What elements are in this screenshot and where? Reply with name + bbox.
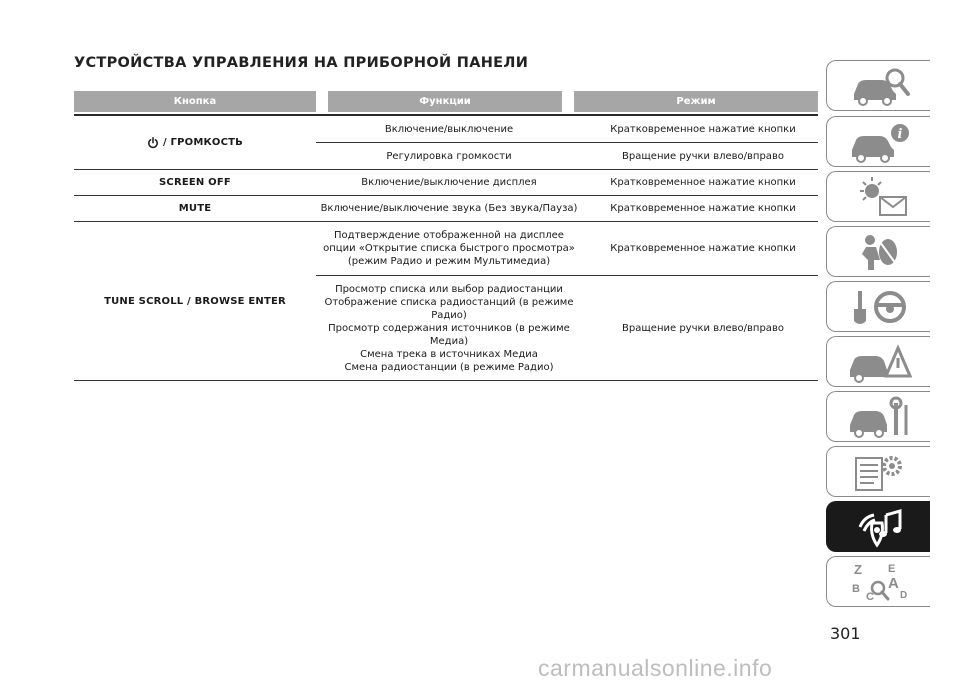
svg-text:D: D xyxy=(899,589,907,601)
svg-text:i: i xyxy=(897,126,902,142)
car-search-icon xyxy=(844,64,914,108)
mode-cell: Кратковременное нажатие кнопки xyxy=(610,243,796,254)
function-cell: Включение/выключение xyxy=(384,123,514,135)
table-row xyxy=(316,275,818,380)
table-row xyxy=(316,196,818,221)
watermark: carmanualsonline.info xyxy=(538,655,773,681)
warning-lights-message-icon xyxy=(844,175,914,219)
tab-warning-lights[interactable] xyxy=(826,171,930,222)
function-cell: Регулировка громкости xyxy=(386,150,512,162)
tab-car-info[interactable] xyxy=(826,116,930,167)
airbag-safety-icon xyxy=(844,230,914,274)
svg-text:A: A xyxy=(887,574,899,592)
table-group-volume xyxy=(74,116,818,170)
page-title: УСТРОЙСТВА УПРАВЛЕНИЯ НА ПРИБОРНОЙ ПАНЕЛИ xyxy=(74,55,529,71)
function-cell: Включение/выключение звука (Без звука/Пауза) xyxy=(320,203,578,214)
button-cell xyxy=(74,196,316,221)
table-row xyxy=(316,116,818,142)
button-cell xyxy=(74,116,316,169)
tab-starting-driving[interactable] xyxy=(826,281,930,332)
alphabetical-index-icon xyxy=(844,560,914,604)
table-group-screen-off xyxy=(74,170,818,196)
car-maintenance-tools-icon xyxy=(844,395,914,439)
svg-text:C: C xyxy=(865,590,874,603)
table-row xyxy=(316,170,818,195)
table-group-mute xyxy=(74,196,818,222)
header-functions: Функции xyxy=(328,91,562,112)
svg-text:E: E xyxy=(887,562,895,575)
button-label: MUTE xyxy=(178,203,212,214)
mode-cell: Вращение ручки влево/вправо xyxy=(622,150,784,162)
function-cell: Подтверждение отображенной на дисплее опции «Открытие списка быстрого просмотра» (режим Радио и режим Мультимедиа) xyxy=(323,230,575,267)
mode-cell: Кратковременное нажатие кнопки xyxy=(610,203,796,214)
button-label: / ГРОМКОСТЬ xyxy=(163,137,243,148)
tab-emergency[interactable] xyxy=(826,336,930,387)
function-cell: Включение/выключение дисплея xyxy=(361,177,537,188)
button-cell xyxy=(74,222,316,380)
button-cell xyxy=(74,170,316,195)
function-cell: Просмотр списка или выбор радиостанции Отображение списка радиостанций (в режиме Радио) Просмотр содержания источников (в режиме Медиа) Смена трека в источниках Медиа Смена радиостанции (в режиме Радио) xyxy=(324,283,574,373)
table-row xyxy=(316,142,818,169)
tab-multimedia[interactable] xyxy=(826,501,930,552)
svg-text:Z: Z xyxy=(853,561,862,577)
key-steering-wheel-icon xyxy=(844,285,914,329)
tab-index[interactable] xyxy=(826,556,930,607)
technical-data-gear-icon xyxy=(844,450,914,494)
power-icon xyxy=(147,137,159,149)
tab-technical-data[interactable] xyxy=(826,446,930,497)
controls-table xyxy=(74,91,818,381)
svg-text:B: B xyxy=(851,582,860,595)
car-breakdown-warning-icon xyxy=(844,340,914,384)
tab-car-overview[interactable] xyxy=(826,60,930,111)
car-info-icon xyxy=(844,120,914,164)
button-label: SCREEN OFF xyxy=(159,177,231,188)
table-header xyxy=(74,91,818,112)
tab-maintenance[interactable] xyxy=(826,391,930,442)
multimedia-music-icon xyxy=(844,505,914,549)
mode-cell: Кратковременное нажатие кнопки xyxy=(610,123,796,135)
table-row xyxy=(316,222,818,275)
button-label: TUNE SCROLL / BROWSE ENTER xyxy=(104,295,286,307)
page-number: 301 xyxy=(830,624,861,643)
tab-safety[interactable] xyxy=(826,226,930,277)
mode-cell: Вращение ручки влево/вправо xyxy=(622,322,784,334)
table-group-tune-scroll xyxy=(74,222,818,381)
header-mode: Режим xyxy=(574,91,818,112)
header-button: Кнопка xyxy=(74,91,316,112)
mode-cell: Кратковременное нажатие кнопки xyxy=(610,177,796,188)
